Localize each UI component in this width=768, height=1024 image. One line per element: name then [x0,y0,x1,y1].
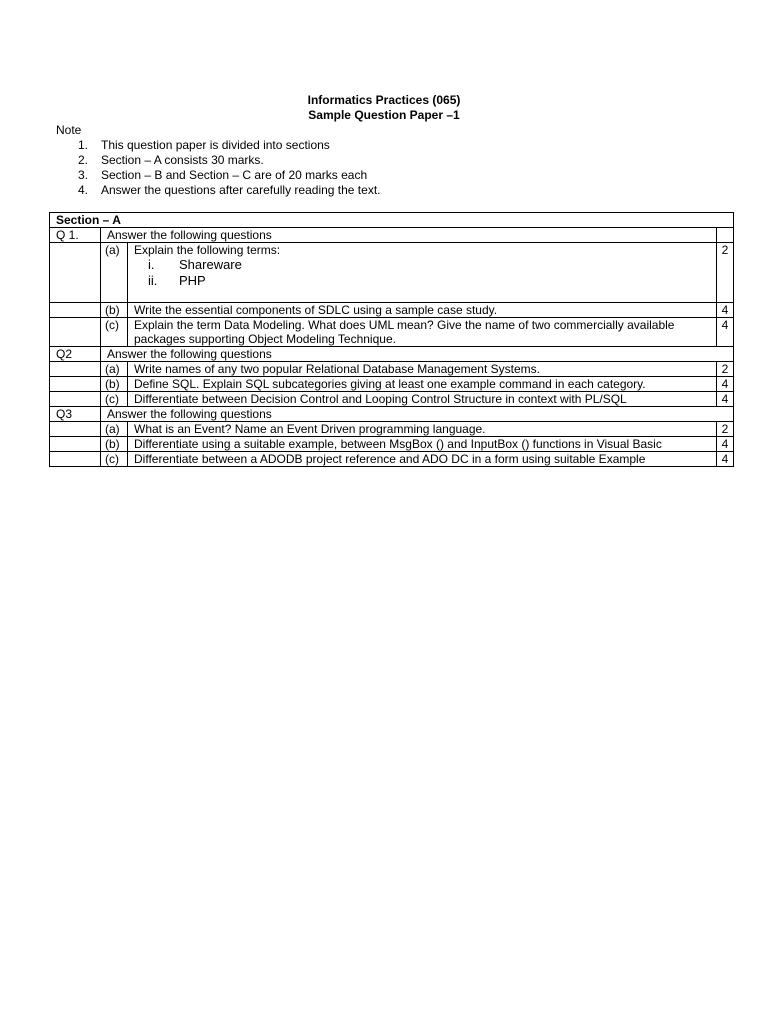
part-text: Define SQL. Explain SQL subcategories giving at least one example command in each category. [128,377,717,392]
section-title: Section – A [50,213,734,228]
question-number: Q 1. [50,228,101,243]
terms-list [134,257,710,289]
question-row [50,347,734,362]
part-row [50,362,734,377]
part-marks: 2 [717,362,734,377]
question-number: Q3 [50,407,101,422]
part-marks: 2 [717,243,734,303]
question-number: Q2 [50,347,101,362]
part-text: Explain the term Data Modeling. What does UML mean? Give the name of two commercially available packages supporting Object Modeling Technique. [128,318,717,347]
question-instruction: Answer the following questions [101,347,734,362]
paper-title: Informatics Practices (065) [307,93,461,107]
note-list [78,138,381,198]
paper-header [0,93,768,123]
section-header-row [50,213,734,228]
part-marks: 4 [717,392,734,407]
part-text: What is an Event? Name an Event Driven programming language. [128,422,717,437]
question-instruction: Answer the following questions [101,228,717,243]
part-text: Differentiate between a ADODB project reference and ADO DC in a form using suitable Example [128,452,717,467]
part-marks: 2 [717,422,734,437]
question-row [50,228,734,243]
part-marks: 4 [717,437,734,452]
note-item: 3. Section – B and Section – C are of 20 marks each [78,168,368,182]
part-text: Differentiate between Decision Control and Looping Control Structure in context with PL/SQL [128,392,717,407]
part-label: (c) [101,318,128,347]
question-row [50,407,734,422]
part-row [50,243,734,303]
part-row [50,452,734,467]
part-row [50,377,734,392]
part-row [50,437,734,452]
part-label: (c) [101,392,128,407]
part-label: (a) [101,422,128,437]
note-item: 2. Section – A consists 30 marks. [78,153,264,167]
part-label: (a) [101,243,128,303]
part-label: (a) [101,362,128,377]
part-label: (b) [101,303,128,318]
note-item: 4. Answer the questions after carefully reading the text. [78,183,381,197]
part-marks: 4 [717,377,734,392]
part-text: Write names of any two popular Relational Database Management Systems. [128,362,717,377]
part-text: Differentiate using a suitable example, between MsgBox () and InputBox () functions in Visual Basic [128,437,717,452]
part-row [50,422,734,437]
question-table [49,212,734,467]
part-marks: 4 [717,318,734,347]
part-label: (b) [101,377,128,392]
part-text: Write the essential components of SDLC using a sample case study. [128,303,717,318]
part-marks: 4 [717,303,734,318]
term-item: ii. PHP [148,273,206,288]
part-text: Explain the following terms: i. Shareware ii. PHP [128,243,717,303]
part-row [50,303,734,318]
note-label: Note [56,123,82,137]
part-row [50,318,734,347]
question-instruction: Answer the following questions [101,407,734,422]
term-item: i. Shareware [148,257,242,272]
part-marks: 4 [717,452,734,467]
note-item: 1. This question paper is divided into sections [78,138,330,152]
part-label: (c) [101,452,128,467]
paper-subtitle: Sample Question Paper –1 [308,108,460,122]
part-row [50,392,734,407]
part-label: (b) [101,437,128,452]
